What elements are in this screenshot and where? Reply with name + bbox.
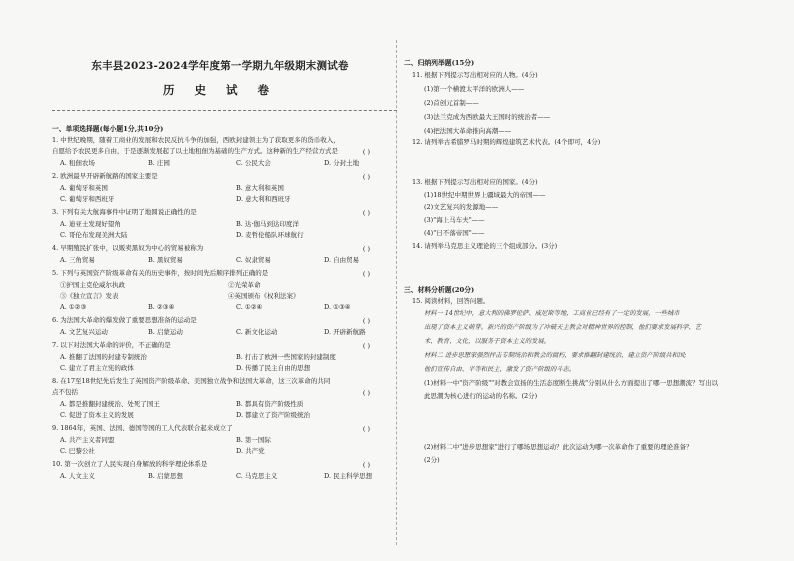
header-separator (52, 110, 397, 111)
question-2-option: B. 意大利和英国 (236, 184, 284, 192)
question-6-option: B. 启蒙运动 (148, 328, 183, 336)
question-6-option: A. 文艺复兴运动 (60, 328, 108, 336)
question-9-option: D. 共产党 (236, 447, 265, 455)
sub-question-1-line-2: 此思潮为核心进行的运动的名称。(2分) (424, 392, 538, 400)
material-2-line-2: 他们宣传自由、平等和民主，激发了资产阶级的斗志。 (424, 366, 576, 373)
question-14: 14. 请列举马克思主义理论的三个组成部分。(3分) (412, 242, 558, 250)
answer-bracket: ( ) (362, 245, 370, 253)
answer-bracket: ( ) (362, 173, 370, 181)
question-4-option: A. 三角贸易 (60, 256, 95, 264)
question-9-option: A. 共产主义者同盟 (60, 436, 115, 444)
material-1-line-3: 术、教育、文化，以服务于资本主义的发展。 (424, 338, 550, 345)
question-3-option: B. 达·伽马到达印度洋 (236, 220, 299, 228)
question-2-stem: 2. 欧洲最早开辟新航路的国家主要是 (52, 172, 158, 180)
question-10-option: C. 马克思主义 (236, 472, 278, 480)
question-5-option: A. ①②③ (60, 303, 87, 311)
material-2-line-1: 材料二 进步思想家强烈抨击专制统治和教会的腐朽，要求推翻封建统治，建立资产阶级共和国; (424, 352, 687, 359)
question-1-option: A. 租佃农场 (60, 159, 95, 167)
answer-bracket: ( ) (362, 461, 370, 469)
question-10-option: D. 民主科学思想 (324, 472, 373, 480)
question-15: 15. 阅读材料，回答问题。 (412, 297, 490, 305)
question-9-option: C. 巴黎公社 (60, 447, 95, 455)
question-7-option: A. 推翻了法国的封建专制统治 (60, 353, 147, 361)
answer-bracket: ( ) (362, 317, 370, 325)
question-1-stem: 1. 中世纪晚期，随着工商业的发展和农民反抗斗争的加强，西欧封建领主为了获取更多的货币收入， (52, 136, 340, 144)
material-1-line-2: 出现了资本主义萌芽。新兴的资产阶级为了冲破天主教会对精神世界的控制，他们要求发展科学、艺 (424, 324, 702, 331)
right-column (404, 0, 776, 561)
question-4-option: D. 自由贸易 (324, 256, 360, 264)
question-5-sub-option: ③《独立宣言》发表 (60, 292, 119, 300)
answer-bracket: ( ) (362, 389, 370, 397)
question-3-option: D. 麦哲伦船队环球航行 (236, 231, 304, 239)
question-7-option: C. 建立了君主立宪的政体 (60, 364, 134, 372)
question-5-option: B. ②③④ (148, 303, 175, 311)
question-2-option: A. 葡萄牙和英国 (60, 184, 108, 192)
answer-bracket: ( ) (362, 209, 370, 217)
question-8-stem: 8. 在17至18世纪先后发生了英国资产阶级革命、美国独立战争和法国大革命，这三次革命的共同 (52, 377, 331, 385)
question-9-option: B. 第一国际 (236, 436, 271, 444)
section1-heading: 一、单项选择题(每小题1分,共10分) (52, 125, 164, 133)
question-12: 12. 请列举古希腊罗马时期的辉煌建筑艺术代表。(4个即可，4分) (412, 138, 601, 146)
question-10-option: A. 人文主义 (60, 472, 95, 480)
sub-question-1-line-1: (1)材料一中"资产阶级""对教会宣扬的生活态度断生挑战"分别从什么方面提出了哪一思想潮流？写出以 (424, 379, 719, 387)
question-5-stem: 5. 下列与英国资产阶级革命有关的历史事件，按时间先后顺序排列正确的是 (52, 269, 269, 277)
question-5-sub-option: ④英国颁布《权利法案》 (228, 292, 300, 300)
question-3-option: A. 迪亚士发现好望角 (60, 220, 121, 228)
question-8-option: C. 促进了资本主义的发展 (60, 411, 134, 419)
question-1-option: C. 公民大会 (236, 159, 271, 167)
exam-subtitle: 历 史 试 卷 (162, 83, 277, 97)
question-4-stem: 4. 早期殖民扩张中，以贩卖黑奴为中心的贸易被称为 (52, 244, 204, 252)
question-8-option: D. 都建立了资产阶级统治 (236, 411, 311, 419)
question-5-sub-option: ①护国主克伦威尔执政 (60, 281, 125, 289)
question-13: 13. 根据下列提示写出相对应的国家。(4分) (412, 178, 538, 186)
question-6-stem: 6. 为法国大革命的爆发做了重要思想准备的运动是 (52, 316, 197, 324)
q13-item-2: (2)文艺复兴的发源地—— (424, 203, 499, 211)
question-7-option: B. 打击了欧洲一些国家的封建制度 (236, 353, 336, 361)
question-5-sub-option: ②光荣革命 (228, 281, 261, 289)
section2-heading: 二、归纳列举题(15分) (404, 59, 475, 67)
question-3-stem: 3. 下列有关大航海事件中证明了地圆说正确性的是 (52, 208, 197, 216)
q13-item-1: (1)18世纪中期世界上疆域最大的帝国—— (424, 191, 546, 199)
material-1-line-1: 材料一 14世纪中，意大利的佛罗伦萨、威尼斯等地，工商业已经有了一定的发展，一些城市 (424, 310, 680, 317)
answer-bracket: ( ) (362, 270, 370, 278)
answer-bracket: ( ) (362, 148, 370, 156)
sub-question-2-line-1: (2)材料二中"进步思想家"进行了哪场思想运动？此次运动为哪一次革命作了重要的理论准备？ (424, 443, 693, 451)
question-8-option: A. 都是推翻封建统治、处死了国王 (60, 400, 160, 408)
answer-bracket: ( ) (362, 425, 370, 433)
question-2-option: C. 葡萄牙和西班牙 (60, 195, 115, 203)
question-7-option: D. 传播了民主自由的思想 (236, 364, 311, 372)
left-column (30, 0, 388, 561)
question-1-stem-cont: 自愿给予农民更多自由，于是逐渐发展起了以土地租佃为基础的生产方式。这种新的生产经营方式是 (52, 147, 338, 155)
question-2-option: D. 意大利和西班牙 (236, 195, 291, 203)
question-5-option: D. ①③④ (324, 303, 351, 311)
q11-item-4: (4)把法国大革命推向高潮—— (424, 127, 512, 135)
question-6-option: C. 新文化运动 (236, 328, 278, 336)
question-5-option: C. ①②④ (236, 303, 263, 311)
question-1-option: D. 分封土地 (324, 159, 360, 167)
question-3-option: C. 哥伦布发现美洲大陆 (60, 231, 128, 239)
question-8-stem-cont: 点不包括 (52, 388, 78, 396)
question-8-option: B. 都具有资产阶级性质 (236, 400, 304, 408)
question-4-option: B. 黑奴贸易 (148, 256, 183, 264)
question-11: 11. 根据下列提示写出相对应的人物。(4分) (412, 71, 538, 79)
question-4-option: C. 奴隶贸易 (236, 256, 271, 264)
question-10-stem: 10. 第一次创立了人民实现自身解放的科学理论体系是 (52, 460, 208, 468)
answer-bracket: ( ) (362, 342, 370, 350)
question-6-option: D. 开辟新航路 (324, 328, 366, 336)
section3-heading: 三、材料分析题(20分) (404, 286, 475, 294)
question-7-stem: 7. 以下对法国大革命的评价，不正确的是 (52, 341, 171, 349)
q11-item-1: (1)第一个横渡太平洋的欧洲人—— (424, 85, 525, 93)
q11-item-3: (3)法兰克成为西欧最大王国时的统治者—— (424, 113, 551, 121)
q13-item-3: (3)"海上马车夫"—— (424, 216, 485, 224)
column-divider (396, 40, 397, 545)
q11-item-2: (2)首创元首制—— (424, 99, 479, 107)
question-10-option: B. 启蒙思想 (148, 472, 183, 480)
q13-item-4: (4)"日不落帝国"—— (424, 229, 485, 237)
question-9-stem: 9. 1864年，英国、法国、德国等国的工人代表联合起来成立了 (52, 424, 233, 432)
exam-title: 东丰县2023-2024学年度第一学期九年级期末测试卷 (91, 60, 349, 72)
question-1-option: B. 庄园 (148, 159, 170, 167)
sub-question-2-line-2: (2分) (424, 456, 440, 464)
